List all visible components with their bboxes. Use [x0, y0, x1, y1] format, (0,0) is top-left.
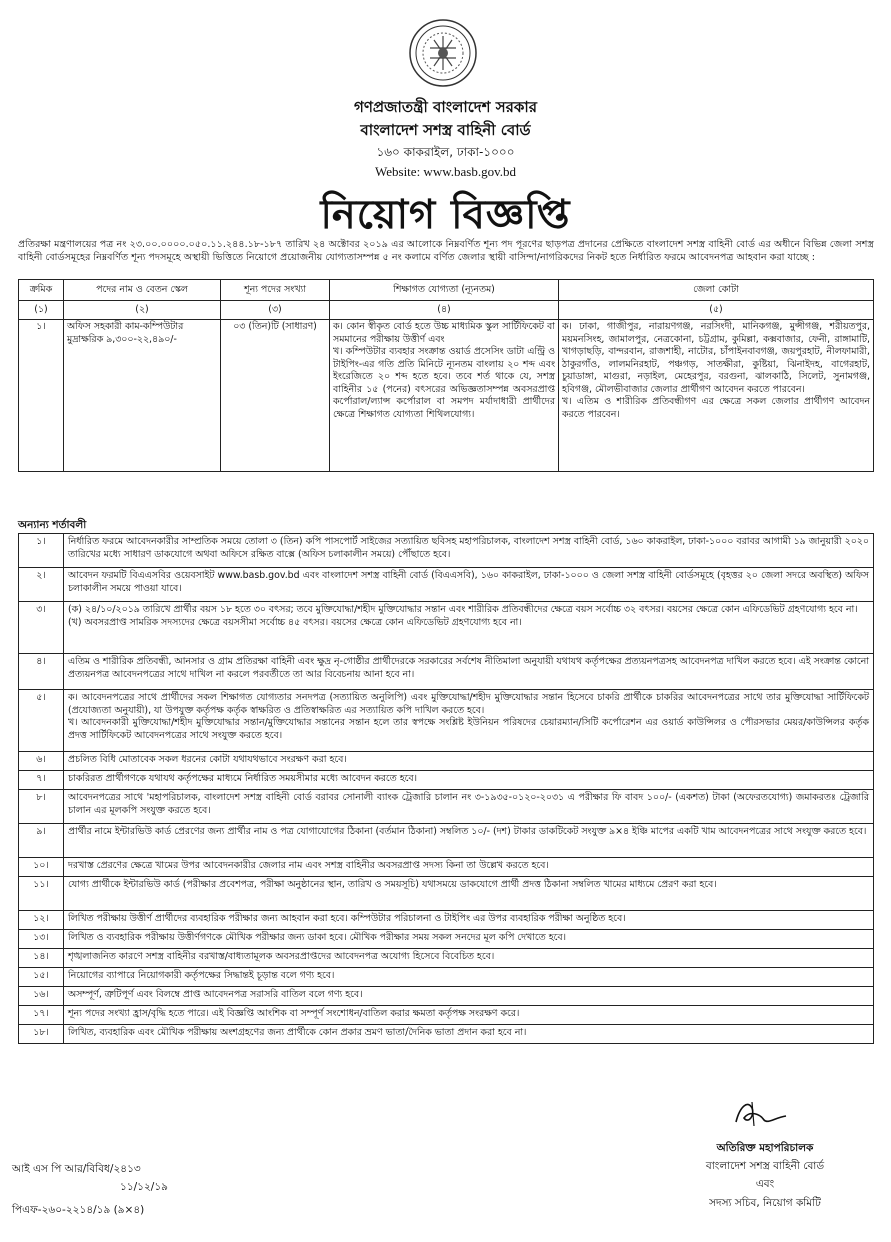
condition-row	[19, 968, 874, 987]
condition-text: আবেদন ফরমটি বিএএসবির ওয়েবসাইট www.basb.gov.bd এবং বাংলাদেশ সশস্ত্র বাহিনী বোর্ড (বিএএসবি), ১৬০ কাকরাইল, ঢাকা-১০০০ ও জেলা সশস্ত্র বাহিনী বোর্ডসমূহে (বৃহত্তর ২০ জেলা সদরে অবস্থিত) অফিস চলাকালীন সময়ে পাওয়া যাবে।	[64, 568, 874, 602]
col-number: (৫)	[559, 301, 874, 320]
condition-row	[19, 824, 874, 858]
vacancy-header-qualification: শিক্ষাগত যোগ্যতা (ন্যূনতম)	[330, 280, 559, 301]
condition-number: ৮।	[19, 790, 64, 824]
vacancy-header-post: পদের নাম ও বেতন স্কেল	[64, 280, 221, 301]
condition-row	[19, 771, 874, 790]
condition-text: শৃঙ্খলাজনিত কারণে সশস্ত্র বাহিনীর বরখাস্ত/বাধ্যতামূলক অবসরপ্রাপ্তদের আবেদনপত্র অযোগ্য হিসেবে বিবেচিত হবে।	[64, 949, 874, 968]
condition-row	[19, 654, 874, 690]
col-number: (২)	[64, 301, 221, 320]
condition-text: লিখিত, ব্যবহারিক এবং মৌখিক পরীক্ষায় অংশগ্রহণের জন্য প্রার্থীকে কোন প্রকার ভ্রমণ ভাতা/দৈনিক ভাতা প্রদান করা হবে না।	[64, 1025, 874, 1044]
vacancy-serial: ১।	[19, 320, 64, 472]
condition-row	[19, 858, 874, 877]
condition-text: প্রার্থীর নামে ইন্টারভিউ কার্ড প্রেরণের জন্য প্রার্থীর নাম ও পত্র যোগাযোগের ঠিকানা (বর্তমান ঠিকানা) সম্বলিত ১০/- (দশ) টাকার ডাকটিকেট সংযুক্ত ৯×৪ ইঞ্চি মাপের একটি খাম আবেদনপত্রের সাথে সংযুক্ত করতে হবে।	[64, 824, 874, 858]
condition-number: ১৪।	[19, 949, 64, 968]
col-number: (১)	[19, 301, 64, 320]
condition-text: (ক) ২৪/১০/২০১৯ তারিখে প্রার্থীর বয়স ১৮ হতে ৩০ বৎসর; তবে মুক্তিযোদ্ধা/শহীদ মুক্তিযোদ্ধার সন্তান এবং শারীরিক প্রতিবন্ধীদের ক্ষেত্রে বয়স সর্বোচ্চ ৩২ বৎসর। বয়সের ক্ষেত্রে কোন এফিডেভিট গ্রহণযোগ্য হবে না। (খ) অবসরপ্রাপ্ত সামরিক সদস্যদের ক্ষেত্রে বয়সসীমা সর্বোচ্চ ৪৫ বৎসর। বয়সের ক্ষেত্রে কোন এফিডেভিট গ্রহণযোগ্য হবে না।	[64, 602, 874, 654]
condition-row	[19, 790, 874, 824]
condition-row	[19, 690, 874, 752]
condition-number: ৬।	[19, 752, 64, 771]
condition-row	[19, 1025, 874, 1044]
footer-ref: আই এস পি আর/বিবিধ/২৪১৩	[12, 1163, 141, 1175]
condition-row	[19, 911, 874, 930]
vacancy-header-quota: জেলা কোটা	[559, 280, 874, 301]
signatory-designation: অতিরিক্ত মহাপরিচালক	[716, 1142, 814, 1154]
vacancy-quota: ক। ঢাকা, গাজীপুর, নারায়ণগঞ্জ, নরসিংদী, মানিকগঞ্জ, মুন্সীগঞ্জ, শরীয়তপুর, ময়মনসিংহ, জামালপুর, নেত্রকোনা, চট্টগ্রাম, কুমিল্লা, কক্সবাজার, ফেনী, রাঙ্গামাটি, খাগড়াছড়ি, বান্দরবান, রাজশাহী, নাটোর, চাঁপাইনবাবগঞ্জ, জয়পুরহাট, নীলফামারী, ঠাকুরগাঁও, লালমনিরহাট, পঞ্চগড়, সাতক্ষীরা, কুষ্টিয়া, ঝিনাইদহ, বাগেরহাট, চুয়াডাঙ্গা, মাগুরা, নড়াইল, মেহেরপুর, বরগুনা, ঝালকাঠি, সিলেট, সুনামগঞ্জ, হবিগঞ্জ, মৌলভীবাজার জেলার প্রার্থীগণ আবেদন করতে পারবেন। খ। এতিম ও শারীরিক প্রতিবন্ধীগণ এর ক্ষেত্রে সকল জেলার প্রার্থীগণ আবেদন করতে পারবেন।	[559, 320, 874, 472]
condition-number: ৪।	[19, 654, 64, 690]
condition-number: ১৩।	[19, 930, 64, 949]
condition-row	[19, 568, 874, 602]
condition-number: ২।	[19, 568, 64, 602]
signatory-and: এবং	[755, 1178, 775, 1190]
vacancy-qualification: ক। কোন স্বীকৃত বোর্ড হতে উচ্চ মাধ্যমিক স্কুল সার্টিফিকেট বা সমমানের পরীক্ষায় উত্তীর্ণ এবং খ। কম্পিউটার ব্যবহার সংক্রান্ত ওয়ার্ড প্রসেসিং ডাটা এন্ট্রি ও টাইপিং-এর গতি প্রতি মিনিটে ন্যূনতম বাংলায় ২০ শব্দ এবং ইংরেজিতে ২০ শব্দ হতে হবে। তবে শর্ত থাকে যে, সশস্ত্র বাহিনীর ১৫ (পনের) বৎসরের অভিজ্ঞতাসম্পন্ন অবসরপ্রাপ্ত কর্পোরাল/ল্যান্স কর্পোরাল বা সমপদ মর্যাদাধারী প্রার্থীদের ক্ষেত্রে শিক্ষাগত যোগ্যতা শিথিলযোগ্য।	[330, 320, 559, 472]
condition-text: এতিম ও শারীরিক প্রতিবন্ধী, আনসার ও গ্রাম প্রতিরক্ষা বাহিনী এবং ক্ষুদ্র নৃ-গোষ্ঠীর প্রার্থীদেরকে সরকারের সর্বশেষ নীতিমালা অনুযায়ী যথাযথ কর্তৃপক্ষের প্রত্যয়নপত্রসহ আবেদনপত্র দাখিল করতে হবে। এই সংক্রান্ত কোনো প্রত্যয়নপত্র আবেদনপত্রের সাথে দাখিল না করলে পরবর্তীতে তা আর বিবেচনায় আনা হবে না।	[64, 654, 874, 690]
condition-text: চাকরিরত প্রার্থীগণকে যথাযথ কর্তৃপক্ষের মাধ্যমে নির্ধারিত সময়সীমার মধ্যে আবেদন করতে হবে।	[64, 771, 874, 790]
condition-number: ১২।	[19, 911, 64, 930]
page-title: নিয়োগ বিজ্ঞপ্তি	[320, 192, 571, 238]
condition-text: নির্ধারিত ফরমে আবেদনকারীর সাম্প্রতিক সময়ে তোলা ৩ (তিন) কপি পাসপোর্ট সাইজের সত্যায়িত ছবিসহ মহাপরিচালক, বাংলাদেশ সশস্ত্র বাহিনী বোর্ড, ১৬০ কাকরাইল, ঢাকা-১০০০ বরাবর আগামী ১৯ জানুয়ারী ২০২০ তারিখের মধ্যে সাধারণ ডাকযোগে অথবা অফিসে রক্ষিত বাক্সে (অফিস চলাকালীন সময়ে) পৌঁছাতে হবে।	[64, 534, 874, 568]
conditions-title: অন্যান্য শর্তাবলী	[18, 519, 87, 531]
col-number: (৩)	[221, 301, 330, 320]
condition-number: ১৬।	[19, 987, 64, 1006]
condition-text: শূন্য পদের সংখ্যা হ্রাস/বৃদ্ধি হতে পারে। এই বিজ্ঞপ্তি আংশিক বা সম্পূর্ণ সংশোধন/বাতিল করার ক্ষমতা কর্তৃপক্ষ সংরক্ষণ করে।	[64, 1006, 874, 1025]
vacancy-header-serial: ক্রমিক	[19, 280, 64, 301]
vacancy-header-count: শূন্য পদের সংখ্যা	[221, 280, 330, 301]
condition-number: ১৭।	[19, 1006, 64, 1025]
condition-text: নিয়োগের ব্যাপারে নিয়োগকারী কর্তৃপক্ষের সিদ্ধান্তই চূড়ান্ত বলে গণ্য হবে।	[64, 968, 874, 987]
government-seal-icon	[408, 18, 478, 88]
condition-row	[19, 987, 874, 1006]
condition-text: অসম্পূর্ণ, ত্রুটিপূর্ণ এবং বিলম্বে প্রাপ্ত আবেদনপত্র সরাসরি বাতিল বলে গণ্য হবে।	[64, 987, 874, 1006]
condition-number: ৯।	[19, 824, 64, 858]
condition-text: লিখিত পরীক্ষায় উত্তীর্ণ প্রার্থীদের ব্যবহারিক পরীক্ষার জন্য আহবান করা হবে। কম্পিউটার পরিচালনা ও টাইপিং এর উপর ব্যবহারিক পরীক্ষা অনুষ্ঠিত হবে।	[64, 911, 874, 930]
condition-row	[19, 534, 874, 568]
condition-number: ১০।	[19, 858, 64, 877]
board-name: বাংলাদেশ সশস্ত্র বাহিনী বোর্ড	[360, 121, 531, 139]
condition-text: যোগ্য প্রার্থীকে ইন্টারভিউ কার্ড (পরীক্ষার প্রবেশপত্র, পরীক্ষা অনুষ্ঠানের স্থান, তারিখ ও সময়সূচি) যথাসময়ে ডাকযোগে প্রার্থী প্রদত্ত ঠিকানা সম্বলিত খামের মাধ্যমে প্রেরণ করা হবে।	[64, 877, 874, 911]
footer-pf: পিএফ-২৬০-২২১৪/১৯ (৯×৪)	[12, 1204, 145, 1216]
condition-number: ৫।	[19, 690, 64, 752]
condition-number: ১৮।	[19, 1025, 64, 1044]
condition-text: আবেদনপত্রের সাথে 'মহাপরিচালক, বাংলাদেশ সশস্ত্র বাহিনী বোর্ড বরাবর সোনালী ব্যাংক ট্রেজারি চালান নং ৩-১৯৩৫-০১২০-২০৩১ এ পরীক্ষার ফি বাবদ ১০০/- (একশত) টাকা (অফেরতযোগ্য) জমাকরতঃ ট্রেজারি চালান এর মূলকপি সংযুক্ত করতে হবে।	[64, 790, 874, 824]
col-number: (৪)	[330, 301, 559, 320]
board-address: ১৬০ কাকরাইল, ঢাকা-১০০০	[376, 145, 515, 159]
signatory-role: সদস্য সচিব, নিয়োগ কমিটি	[709, 1197, 821, 1209]
intro-paragraph: প্রতিরক্ষা মন্ত্রণালয়ের পত্র নং ২৩.০০.০০০০.০৫০.১১.২৪৪.১৮-১৮৭ তারিখ ২৪ অক্টোবর ২০১৯ এর আলোকে নিম্নবর্ণিত শূন্য পদ পূরণের ছাড়পত্র প্রদানের প্রেক্ষিতে বাংলাদেশ সশস্ত্র বাহিনী বোর্ড এর অধীনে বিভিন্ন জেলা সশস্ত্র বাহিনী বোর্ডসমূহের নিম্নবর্ণিত শূন্য পদসমূহে অস্থায়ী ভিত্তিতে নিয়োগে প্রয়োজনীয় যোগ্যতাসম্পন্ন ৫ নং কলামে বর্ণিত জেলার স্থায়ী বাসিন্দা/নাগরিকদের নিকট হতে নির্ধারিত ফরমে আবেদনপত্র আহবান করা যাচ্ছে :	[18, 239, 874, 263]
condition-text: ক। আবেদনপত্রের সাথে প্রার্থীদের সকল শিক্ষাগত যোগ্যতার সনদপত্র (সত্যায়িত অনুলিপি) এবং মুক্তিযোদ্ধা/শহীদ মুক্তিযোদ্ধার সন্তান হিসেবে চাকরি প্রার্থীকে চাকরির আবেদনপত্রের সাথে তার মুক্তিযোদ্ধা সার্টিফিকেট (প্রযোজ্যতা অনুযায়ী), যা উপযুক্ত কর্তৃপক্ষ কর্তৃক স্বাক্ষরিত ও প্রতিস্বাক্ষরিত এর সত্যায়িত কপি দাখিল করতে হবে। খ। আবেদনকারী মুক্তিযোদ্ধা/শহীদ মুক্তিযোদ্ধার সন্তান/মুক্তিযোদ্ধার সন্তানের সন্তান হলে তার স্বপক্ষে সংশ্লিষ্ট ইউনিয়ন পরিষদের চেয়ারম্যান/সিটি কর্পোরেশন এর ওয়ার্ড কাউন্সিলর ও পৌরসভার মেয়র/কাউন্সিলর কর্তৃক প্রদত্ত সার্টিফিকেট আবেদনপত্রের সাথে সংযুক্ত করতে হবে।	[64, 690, 874, 752]
board-website[interactable]: Website: www.basb.gov.bd	[375, 164, 516, 179]
condition-number: ৭।	[19, 771, 64, 790]
conditions-table	[18, 533, 874, 1044]
vacancy-post: অফিস সহকারী কাম-কম্পিউটার মুদ্রাক্ষরিক ৯,৩০০-২২,৪৯০/-	[64, 320, 221, 472]
footer-date: ১১/১২/১৯	[120, 1181, 168, 1193]
condition-row	[19, 930, 874, 949]
condition-row	[19, 949, 874, 968]
condition-row	[19, 1006, 874, 1025]
condition-number: ১১।	[19, 877, 64, 911]
government-name: গণপ্রজাতন্ত্রী বাংলাদেশ সরকার	[354, 98, 537, 116]
signature-icon	[730, 1096, 790, 1130]
condition-text: দরখাস্ত প্রেরণের ক্ষেত্রে খামের উপর আবেদনকারীর জেলার নাম এবং সশস্ত্র বাহিনীর অবসরপ্রাপ্ত সদস্য কিনা তা উল্লেখ করতে হবে।	[64, 858, 874, 877]
vacancy-table	[18, 279, 874, 472]
condition-text: প্রচলিত বিধি মোতাবেক সকল ধরনের কোটা যথাযথভাবে সংরক্ষণ করা হবে।	[64, 752, 874, 771]
condition-row	[19, 602, 874, 654]
condition-row	[19, 752, 874, 771]
condition-number: ১৫।	[19, 968, 64, 987]
condition-number: ৩।	[19, 602, 64, 654]
condition-number: ১।	[19, 534, 64, 568]
vacancy-count: ০৩ (তিন)টি (সাধারণ)	[221, 320, 330, 472]
condition-row	[19, 877, 874, 911]
condition-text: লিখিত ও ব্যবহারিক পরীক্ষায় উত্তীর্ণগণকে মৌখিক পরীক্ষার জন্য ডাকা হবে। মৌখিক পরীক্ষার সময় সকল সনদের মূল কপি দেখাতে হবে।	[64, 930, 874, 949]
signatory-org: বাংলাদেশ সশস্ত্র বাহিনী বোর্ড	[705, 1160, 825, 1172]
